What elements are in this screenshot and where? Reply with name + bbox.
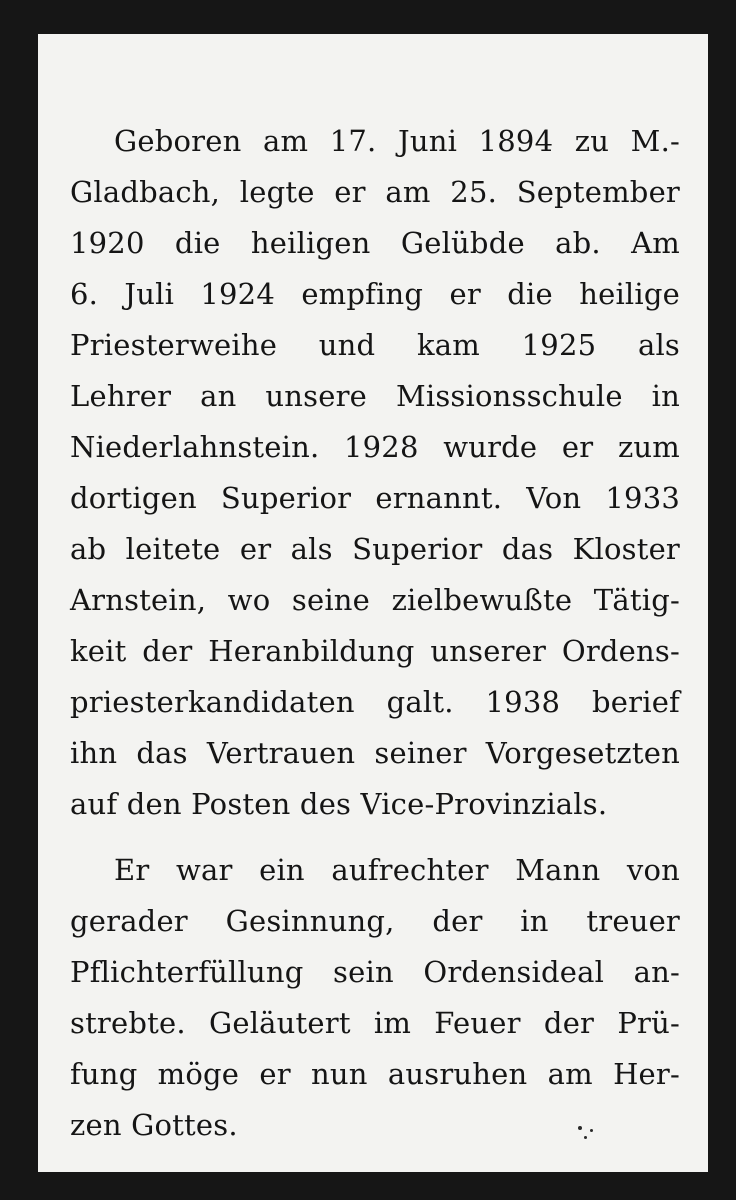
text-line: 1920 die heiligen Gelübde ab. Am: [70, 226, 680, 260]
text-line: Geboren am 17. Juni 1894 zu M.-: [114, 124, 680, 158]
text-line: priesterkandidaten galt. 1938 berief: [70, 685, 680, 719]
print-speck: [578, 1126, 582, 1130]
text-line: Niederlahnstein. 1928 wurde er zum: [70, 430, 680, 464]
text-line: Arnstein, wo seine zielbewußte Tätig-: [70, 583, 680, 617]
text-line: gerader Gesinnung, der in treuer: [70, 904, 680, 938]
print-speck: [584, 1136, 587, 1139]
text-line: keit der Heranbildung unserer Ordens-: [70, 634, 680, 668]
text-line: auf den Posten des Vice-Provinzials.: [70, 787, 608, 821]
paragraph-1: [70, 116, 680, 830]
text-line: 6. Juli 1924 empfing er die heilige: [70, 277, 680, 311]
text-line: dortigen Superior ernannt. Von 1933: [70, 481, 680, 515]
paragraph-2: [70, 845, 680, 1151]
text-line: Er war ein aufrechter Mann von: [114, 853, 680, 887]
text-line: zen Gottes.: [70, 1108, 238, 1142]
text-line: ab leitete er als Superior das Kloster: [70, 532, 680, 566]
text-line: Lehrer an unsere Missionsschule in: [70, 379, 680, 413]
text-line: Priesterweihe und kam 1925 als: [70, 328, 680, 362]
text-line: ihn das Vertrauen seiner Vorgesetzten: [70, 736, 680, 770]
text-line: fung möge er nun ausruhen am Her-: [70, 1057, 680, 1091]
text-line: Pflichterfüllung sein Ordensideal an-: [70, 955, 680, 989]
text-line: strebte. Geläutert im Feuer der Prü-: [70, 1006, 680, 1040]
text-line: Gladbach, legte er am 25. September: [70, 175, 680, 209]
print-speck: [590, 1129, 593, 1132]
memorial-card: [38, 34, 708, 1172]
